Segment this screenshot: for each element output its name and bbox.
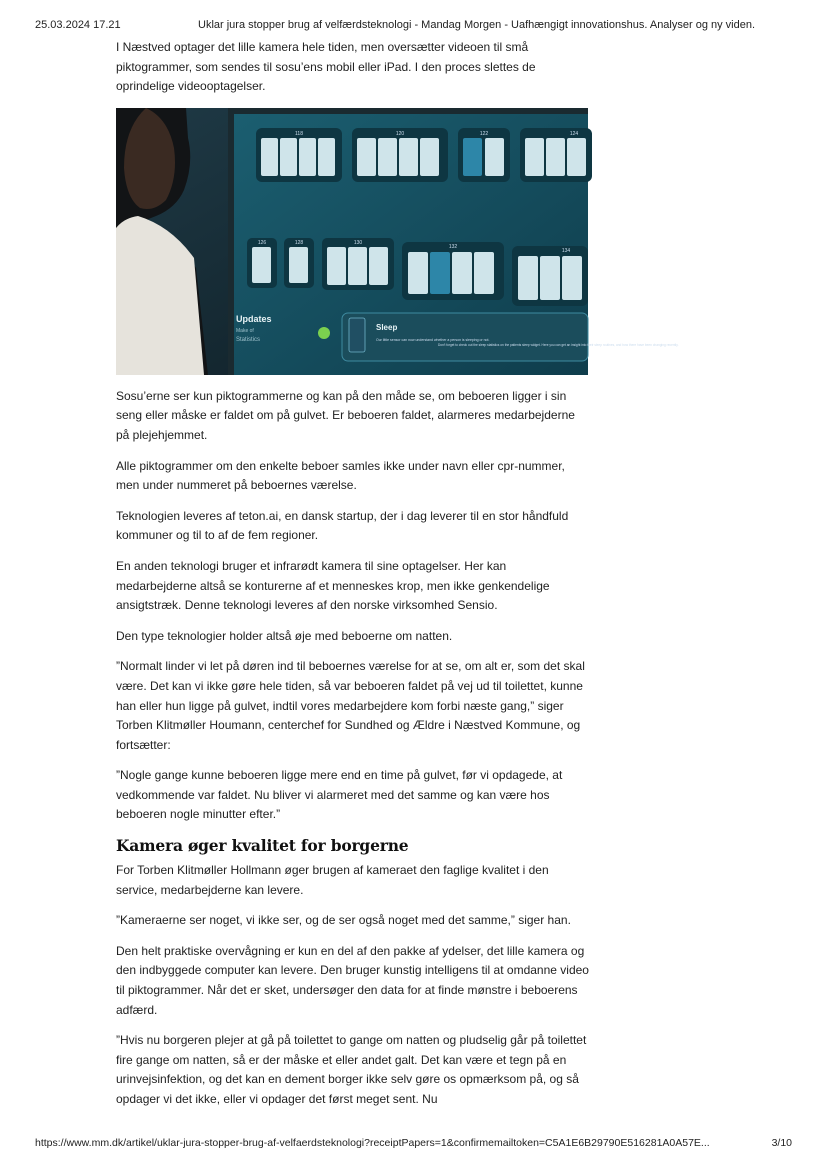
quote-paragraph: ”Hvis nu borgeren plejer at gå på toilettet to gange om natten og pludselig går på toilettet fire gange om natten, så er der måske et eller andet galt. Det kan være et tegn på en urinvejsinfektion, og det kan en dement borger ikke selv gøre os opmærksom på, og så opdager vi det ikke, eller vi opdager det først meget sent. Nu: [116, 1033, 587, 1106]
print-datetime: 25.03.2024 17.21: [35, 19, 121, 31]
new-badge-icon: [318, 327, 330, 339]
paragraph: I Næstved optager det lille kamera hele tiden, men oversætter videoen til små piktogrammer, som sendes til sosu’ens mobil eller iPad. I den proces slettes de oprindelige videooptagelser.: [116, 40, 536, 94]
room-number: 124: [569, 130, 579, 137]
room-group-128: [284, 238, 314, 288]
room-group-134: [512, 246, 588, 306]
room-number: 128: [294, 239, 304, 246]
sleep-description: Our little sensor can now understand whether a person is sleeping or not.: [376, 337, 490, 342]
updates-title: Updates: [236, 313, 272, 324]
room-group-118: [256, 128, 342, 182]
quote-paragraph: ”Nogle gange kunne beboeren ligge mere end en time på gulvet, før vi opdagede, at vedkommende var faldet. Nu bliver vi alarmeret med det samme og kan være hos beboeren nogle minutter efter.”: [116, 768, 563, 822]
print-page-title: Uklar jura stopper brug af velfærdsteknologi - Mandag Morgen - Uafhængigt innovationshus. Analyser og ny viden.: [198, 19, 756, 31]
updates-subtitle: Make of: [236, 327, 254, 334]
paragraph: Teknologien leveres af teton.ai, en dansk startup, der i dag leverer til en stor håndfuld kommuner og til to af de fem regioner.: [116, 508, 569, 543]
quote-paragraph: ”Normalt linder vi let på døren ind til beboernes værelse for at se, om alt er, som det skal være. Det kan vi ikke gøre hele tiden, så var beboeren faldet på vej ud til toilettet, kunne han eller hun ligge på gulvet, indtil vores medarbejdere kom forbi næste gang,” siger Torben Klitmøller Houmann, centerchef for Sundhed og Ældre i Næstved Kommune, og fortsætter:: [116, 659, 585, 752]
sleep-card: [342, 313, 588, 361]
room-number: 122: [479, 130, 489, 137]
section-heading: Kamera øger kvalitet for borgerne: [116, 836, 409, 856]
article-image: [116, 108, 679, 375]
sleep-title: Sleep: [376, 322, 398, 332]
room-number: 134: [561, 247, 571, 254]
room-number: 132: [448, 243, 458, 250]
article-body: [116, 38, 679, 1121]
paragraph: En anden teknologi bruger et infrarødt kamera til sine optagelser. Her kan medarbejderne altså se konturerne af et menneskes krop, men ikke genkendelige ansigtstræk. Denne teknologi leveres af den norske virksomhed Sensio.: [116, 558, 550, 613]
quote-paragraph: ”Kameraerne ser noget, vi ikke ser, og de ser også noget med det samme,” siger han.: [116, 913, 571, 928]
room-group-130: [322, 238, 394, 290]
room-number: 126: [257, 239, 267, 246]
room-group-124: [520, 128, 592, 182]
sleep-hint: Don't forget to check out the sleep statistics on the patients sleep widget. Here you can get an insight into their sleep routines, and how there have been changing recently.: [438, 342, 679, 347]
room-group-120: [352, 128, 448, 182]
paragraph: Alle piktogrammer om den enkelte beboer samles ikke under navn eller cpr-nummer, men under nummeret på beboernes værelse.: [116, 458, 565, 493]
room-number: 130: [353, 239, 363, 246]
room-group-122: [458, 128, 510, 182]
paragraph: Den type teknologier holder altså øje med beboerne om natten.: [116, 628, 453, 643]
monitor-photo: [116, 108, 679, 375]
room-number: 118: [295, 130, 303, 137]
room-group-132: [402, 242, 504, 300]
updates-subtitle: Statistics: [236, 336, 261, 343]
paragraph: Den helt praktiske overvågning er kun en del af den pakke af ydelser, det lille kamera og den indbyggede computer kan levere. Den bruger kunstig intelligens til at omdanne video til piktogrammer. Når det er sket, undersøger den data for at finde mønstre i beboerens adfærd.: [116, 943, 589, 1017]
paragraph: For Torben Klitmøller Hollmann øger brugen af kameraet den faglige kvalitet i den service, medarbejderne kan levere.: [116, 863, 549, 897]
room-number: 120: [395, 130, 405, 137]
paragraph: Sosu’erne ser kun piktogrammerne og kan på den måde se, om beboeren ligger i sin seng eller måske er faldet om på gulvet. Er beboeren faldet, alarmeres medarbejderne på plejehjemmet.: [116, 388, 575, 442]
print-url: https://www.mm.dk/artikel/uklar-jura-stopper-brug-af-velfaerdsteknologi?receiptPapers=1&confirmemailtoken=C5A1E6B29790E516281A0A57E...: [35, 1137, 710, 1149]
room-group-126: [247, 238, 277, 288]
page-number: 3/10: [771, 1137, 792, 1149]
